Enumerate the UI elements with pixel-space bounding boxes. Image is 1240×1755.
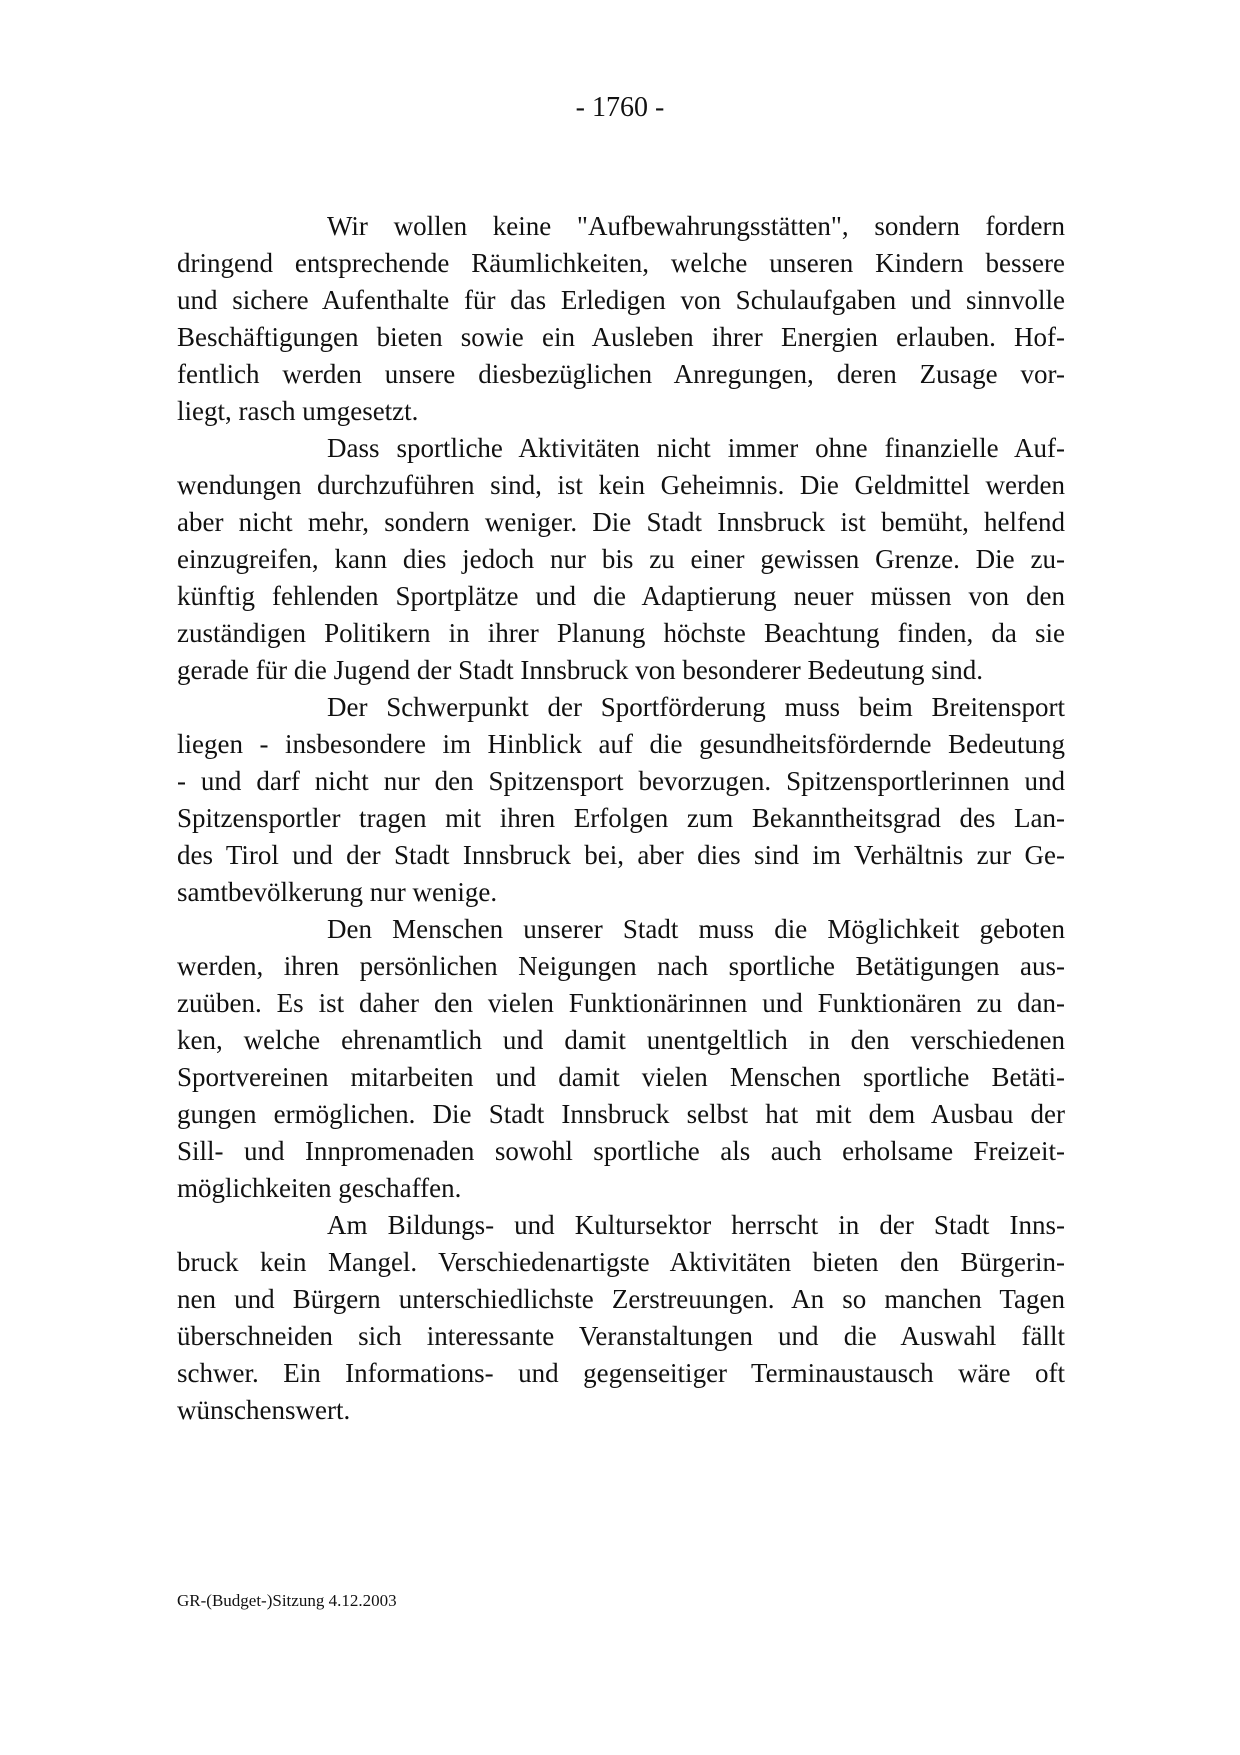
text-line: aber nicht mehr, sondern weniger. Die Stadt Innsbruck ist bemüht, helfend xyxy=(177,507,1065,537)
text-line: des Tirol und der Stadt Innsbruck bei, aber dies sind im Verhältnis zur Ge- xyxy=(177,840,1065,870)
text-line: gungen ermöglichen. Die Stadt Innsbruck selbst hat mit dem Ausbau der xyxy=(177,1099,1065,1129)
paragraph xyxy=(177,911,1065,1207)
paragraph xyxy=(177,689,1065,911)
text-line: liegt, rasch umgesetzt. xyxy=(177,396,419,426)
text-line: Sportvereinen mitarbeiten und damit vielen Menschen sportliche Betäti- xyxy=(177,1062,1065,1092)
text-line: werden, ihren persönlichen Neigungen nach sportliche Betätigungen aus- xyxy=(177,951,1065,981)
text-line: bruck kein Mangel. Verschiedenartigste Aktivitäten bieten den Bürgerin- xyxy=(177,1247,1065,1277)
text-line: Den Menschen unserer Stadt muss die Möglichkeit geboten xyxy=(327,914,1065,944)
text-line: überschneiden sich interessante Veranstaltungen und die Auswahl fällt xyxy=(177,1321,1065,1351)
text-line: einzugreifen, kann dies jedoch nur bis zu einer gewissen Grenze. Die zu- xyxy=(177,544,1065,574)
text-line: zuständigen Politikern in ihrer Planung höchste Beachtung finden, da sie xyxy=(177,618,1065,648)
text-line: - und darf nicht nur den Spitzensport bevorzugen. Spitzensportlerinnen und xyxy=(177,766,1065,796)
paragraph xyxy=(177,1207,1065,1429)
page-number: - 1760 - xyxy=(575,92,665,123)
text-line: Wir wollen keine "Aufbewahrungsstätten", sondern fordern xyxy=(327,211,1065,241)
text-line: ken, welche ehrenamtlich und damit unentgeltlich in den verschiedenen xyxy=(177,1025,1065,1055)
text-line: zuüben. Es ist daher den vielen Funktionärinnen und Funktionären zu dan- xyxy=(177,988,1065,1018)
text-line: liegen - insbesondere im Hinblick auf die gesundheitsfördernde Bedeutung xyxy=(177,729,1065,759)
text-line: Der Schwerpunkt der Sportförderung muss beim Breitensport xyxy=(327,692,1065,722)
text-line: nen und Bürgern unterschiedlichste Zerstreuungen. An so manchen Tagen xyxy=(177,1284,1065,1314)
paragraph xyxy=(177,430,1065,689)
text-line: wünschenswert. xyxy=(177,1395,351,1425)
text-line: gerade für die Jugend der Stadt Innsbruck von besonderer Bedeutung sind. xyxy=(177,655,984,685)
text-line: samtbevölkerung nur wenige. xyxy=(177,877,498,907)
footer-session-date: GR-(Budget-)Sitzung 4.12.2003 xyxy=(177,1591,397,1610)
text-line: Beschäftigungen bieten sowie ein Ausleben ihrer Energien erlauben. Hof- xyxy=(177,322,1065,352)
paragraph xyxy=(177,208,1065,430)
text-line: und sichere Aufenthalte für das Erledigen von Schulaufgaben und sinnvolle xyxy=(177,285,1065,315)
text-line: Dass sportliche Aktivitäten nicht immer ohne finanzielle Auf- xyxy=(327,433,1065,463)
body-text xyxy=(177,208,1065,1429)
text-line: Am Bildungs- und Kultursektor herrscht in der Stadt Inns- xyxy=(327,1210,1065,1240)
text-line: wendungen durchzuführen sind, ist kein Geheimnis. Die Geldmittel werden xyxy=(177,470,1065,500)
text-line: Spitzensportler tragen mit ihren Erfolgen zum Bekanntheitsgrad des Lan- xyxy=(177,803,1065,833)
text-line: dringend entsprechende Räumlichkeiten, welche unseren Kindern bessere xyxy=(177,248,1065,278)
text-line: künftig fehlenden Sportplätze und die Adaptierung neuer müssen von den xyxy=(177,581,1065,611)
text-line: Sill- und Innpromenaden sowohl sportliche als auch erholsame Freizeit- xyxy=(177,1136,1065,1166)
text-line: fentlich werden unsere diesbezüglichen Anregungen, deren Zusage vor- xyxy=(177,359,1065,389)
text-line: möglichkeiten geschaffen. xyxy=(177,1173,462,1203)
text-line: schwer. Ein Informations- und gegenseitiger Terminaustausch wäre oft xyxy=(177,1358,1065,1388)
